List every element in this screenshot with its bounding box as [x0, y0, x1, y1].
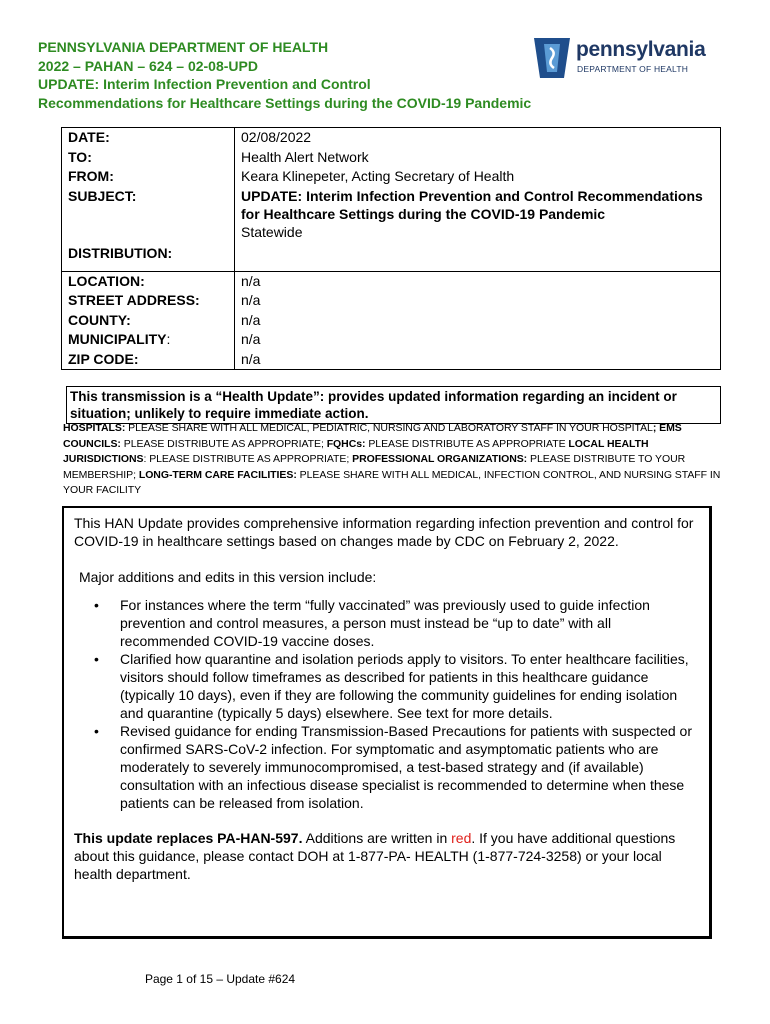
from-label: FROM:: [68, 168, 114, 184]
bullet-icon: •: [94, 597, 99, 613]
date-label: DATE:: [68, 129, 110, 145]
info-values-top: [235, 128, 721, 272]
municipality-value: n/a: [241, 331, 261, 347]
bullet-icon: •: [94, 651, 99, 667]
red-word: red: [451, 830, 472, 846]
keystone-icon: [530, 34, 574, 82]
distribution-instructions: HOSPITALS: PLEASE SHARE WITH ALL MEDICAL, PEDIATRIC, NURSING AND LABORATORY STAFF IN YOUR HOSPITAL; EMS COUNCILS: PLEASE DISTRIBUTE AS APPROPRIATE; FQHCs: PLEASE DISTRIBUTE AS APPROPRIATE LOCAL HEALTH JURISDICTIONS: PLEASE DISTRIBUTE AS APPROPRIATE; PROFESSIONAL ORGANIZATIONS: PLEASE DISTRIBUTE TO YOUR MEMBERSHIP; LONG-TERM CARE FACILITIES: PLEASE SHARE WITH ALL MEDICAL, INFECTION CONTROL, AND NURSING STAFF IN YOUR FACILITY: [63, 422, 721, 496]
location-value: n/a: [241, 272, 261, 289]
list-item: • For instances where the term “fully vaccinated” was previously used to guide infection prevention and control measures, a person must instead be “up to date” with all recommended COVID-19 vaccine doses.: [94, 597, 650, 649]
subject-label: SUBJECT:: [68, 187, 137, 204]
distribution-label: DISTRIBUTION:: [68, 245, 173, 261]
from-value: Keara Klinepeter, Acting Secretary of Health: [241, 168, 515, 184]
list-item: • Clarified how quarantine and isolation periods apply to visitors. To enter healthcare facilities, visitors should follow timeframes as described for patients in this healthcare guidance (typically 10 days), even if they are following the community guidelines for ending isolation and quarantine (typically 5 days) elsewhere. See text for more details.: [94, 651, 689, 721]
date-value: 02/08/2022: [241, 129, 312, 145]
info-values-bottom: [235, 271, 721, 370]
county-value: n/a: [241, 311, 261, 328]
han-changes-list: [74, 596, 699, 812]
zip-value: n/a: [241, 350, 261, 367]
logo-subtitle: DEPARTMENT OF HEALTH: [577, 64, 689, 74]
bullet-icon: •: [94, 723, 99, 739]
to-value: Health Alert Network: [241, 148, 369, 165]
street-label: STREET ADDRESS:: [68, 292, 200, 308]
info-labels-bottom: [62, 271, 235, 370]
health-update-notice: This transmission is a “Health Update”: provides updated information regarding an incident or situation; unlikely to require immediate action.: [66, 386, 721, 424]
zip-label: ZIP CODE:: [68, 350, 139, 367]
page-footer: Page 1 of 15 – Update #624: [144, 972, 296, 986]
logo-wordmark: pennsylvania: [576, 38, 706, 61]
to-label: TO:: [68, 148, 92, 165]
info-labels-top: [62, 128, 235, 272]
subject-value: UPDATE: Interim Infection Prevention and Control Recommendations for Healthcare Settings during the COVID-19 Pandemic: [241, 187, 703, 222]
header-line-4: Recommendations for Healthcare Settings during the COVID-19 Pandemic: [38, 94, 532, 111]
han-major-heading: Major additions and edits in this version include:: [79, 569, 377, 585]
han-intro: This HAN Update provides comprehensive information regarding infection prevention and control for COVID-19 in healthcare settings based on changes made by CDC on February 2, 2022.: [74, 515, 694, 549]
pa-doh-logo: [530, 34, 706, 84]
han-summary-box: [62, 506, 712, 939]
header-line-3: UPDATE: Interim Infection Prevention and Control: [38, 76, 371, 92]
distribution-value: Statewide: [241, 223, 303, 240]
document-header: [38, 38, 598, 112]
han-replaces-note: This update replaces PA-HAN-597. Additions are written in red. If you have additional questions about this guidance, please contact DOH at 1-877-PA- HEALTH (1-877-724-3258) or your local health department.: [74, 830, 676, 882]
location-label: LOCATION:: [68, 272, 145, 289]
header-line-2: 2022 – PAHAN – 624 – 02-08-UPD: [38, 57, 258, 74]
list-item: • Revised guidance for ending Transmission-Based Precautions for patients with suspected or confirmed SARS-CoV-2 infection. For symptomatic and asymptomatic patients who are moderately to severely immunocompromised, a test-based strategy and (if available) consultation with an infectious disease specialist is recommended to determine when these patients can be released from isolation.: [94, 723, 692, 811]
street-value: n/a: [241, 292, 261, 308]
county-label: COUNTY:: [68, 311, 131, 328]
municipality-label: MUNICIPALITY:: [68, 331, 171, 347]
alert-info-table: [61, 127, 721, 370]
header-line-1: PENNSYLVANIA DEPARTMENT OF HEALTH: [38, 39, 329, 55]
